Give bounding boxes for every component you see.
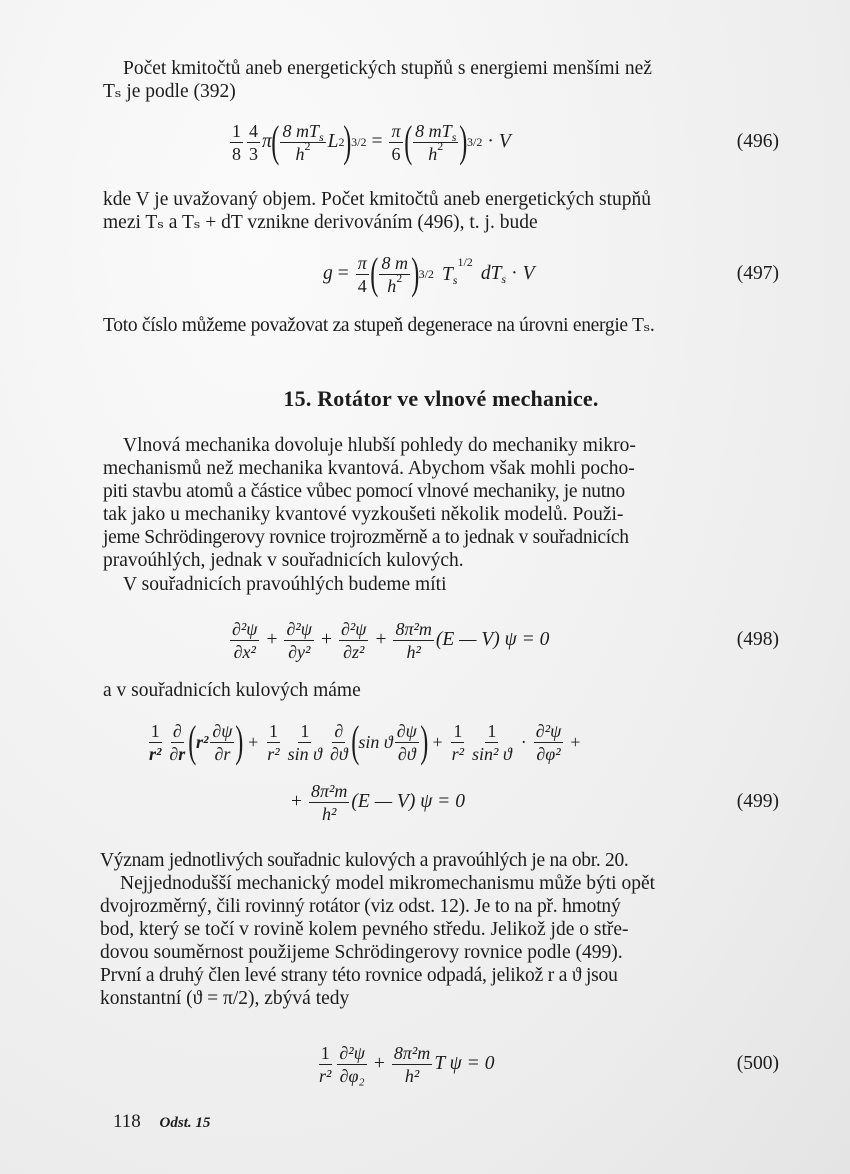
equation-number: (497) <box>736 263 779 284</box>
text-line: mezi Tₛ a Tₛ + dT vznikne derivováním (496), t. j. bude <box>103 212 538 233</box>
text-line: pravoúhlých, jednak v souřadnicích kulových. <box>103 550 464 571</box>
equation-497: g = $\frac{\pi}{4}$ ( $\frac{8 m}{h^2}$ ) 3/2 $T_s^{1/2}$ $dT_s$ · V (497) <box>323 249 779 298</box>
equation-500: $\frac{1}{\text{r²}}$ $\frac{\text{∂²ψ}}{\text{∂φ₂}}$ + $\frac{\text{8π²m}}{\text{h²}}$ T ψ = 0 (500) <box>319 1042 779 1086</box>
text-line: V souřadnicích pravoúhlých budeme míti <box>123 574 447 595</box>
paragraph-intro <box>103 57 779 103</box>
text-line: konstantní (ϑ = π/2), zbývá tedy <box>100 988 350 1009</box>
text-line: Toto číslo můžeme považovat za stupeň degenerace na úrovni energie Tₛ. <box>103 315 655 336</box>
text-line: tak jako u mechaniky kvantové vyzkoušeti několik modelů. Použi- <box>103 504 624 525</box>
text-line: a v souřadnicích kulových máme <box>103 680 361 701</box>
paragraph-volume <box>103 188 779 234</box>
paragraph-wave-mechanics <box>103 434 779 572</box>
section-reference: Odst. 15 <box>159 1115 211 1131</box>
text-line: dvojrozměrný, čili rovinný rotátor (viz odst. 12). Je to na př. hmotný <box>100 896 621 917</box>
text-line: Nejjednodušší mechanický model mikromechanismu může býti opět <box>120 873 656 894</box>
text-line: Počet kmitočtů aneb energetických stupňů s energiemi menšími než <box>123 58 652 79</box>
text-line: První a druhý člen levé strany této rovnice odpadá, jelikož r a ϑ jsou <box>100 965 618 986</box>
equation-number: (498) <box>736 629 779 650</box>
page-footer <box>113 1111 210 1133</box>
text-line: jeme Schrödingerovy rovnice trojrozměrně a to jednak v souřadnicích <box>103 527 629 548</box>
equation-number: (500) <box>736 1053 779 1074</box>
equation-496: $\frac{1}{8}$ $\frac{4}{3}$ π ( $\frac{8 mT_s}{h^2}$ L 2 ) 3/2 = $\frac{\pi}{6}$ ( $\frac{8 mT_s}{h^2}$ ) 3/2 · V (496) <box>232 117 779 166</box>
paragraph-planar-rotator <box>100 872 780 1010</box>
text-line: bod, který se točí v rovině kolem pevného středu. Jelikož jde o stře- <box>100 919 629 940</box>
section-heading: 15. Rotátor ve vlnové mechanice. <box>283 386 599 411</box>
text-line: mechanismů než mechanika kvantová. Abychom však mohli pocho- <box>103 458 635 479</box>
text-line: piti stavbu atomů a částice vůbec pomocí vlnové mechaniky, je nutno <box>103 481 625 502</box>
text-line: Význam jednotlivých souřadnic kulových a pravoúhlých je na obr. 20. <box>100 850 629 871</box>
equation-number: (499) <box>736 791 779 812</box>
equation-498: $\frac{\text{∂²ψ}}{\text{∂x²}}$ + $\frac{\text{∂²ψ}}{\text{∂y²}}$ + $\frac{\text{∂²ψ}}{\text{∂z²}}$ + $\frac{\text{8π²m}}{\text{h²}}$ (E — V) ψ = 0 (498) <box>232 618 779 662</box>
equation-number: (496) <box>736 131 779 152</box>
text-line: Tₛ je podle (392) <box>103 81 236 102</box>
page-number: 118 <box>113 1111 141 1132</box>
equation-499-line-1: $\frac{1}{\text{r²}}$ $\frac{\partial}{\partial r}$ ( r² $\frac{\partial\psi}{\partial r}$ ) + $\frac{1}{\text{r²}}$ $\frac{1}{\text{sin ϑ}}$ $\frac{\partial}{\partial ϑ}$ ( sin ϑ $\frac{\partial\psi}{\partial ϑ}$ ) + $\frac{1}{\text{r²}}$ $\frac{1}{\text{sin² ϑ}}$ · $\frac{\text{∂²ψ}}{\text{∂φ²}}$ + <box>149 717 581 766</box>
text-line: dovou souměrnost použijeme Schrödingerovy rovnice podle (499). <box>100 942 623 963</box>
paragraph-degeneracy <box>103 314 779 337</box>
paragraph-spherical <box>103 679 779 702</box>
text-line: Vlnová mechanika dovoluje hlubší pohledy do mechaniky mikro- <box>123 435 636 456</box>
paragraph-cartesian <box>103 573 779 596</box>
equation-499-line-2: + $\frac{\text{8π²m}}{\text{h²}}$ (E — V) ψ = 0 (499) <box>291 780 779 824</box>
paragraph-figure-reference <box>100 849 776 872</box>
text-line: kde V je uvažovaný objem. Počet kmitočtů aneb energetických stupňů <box>103 189 652 210</box>
